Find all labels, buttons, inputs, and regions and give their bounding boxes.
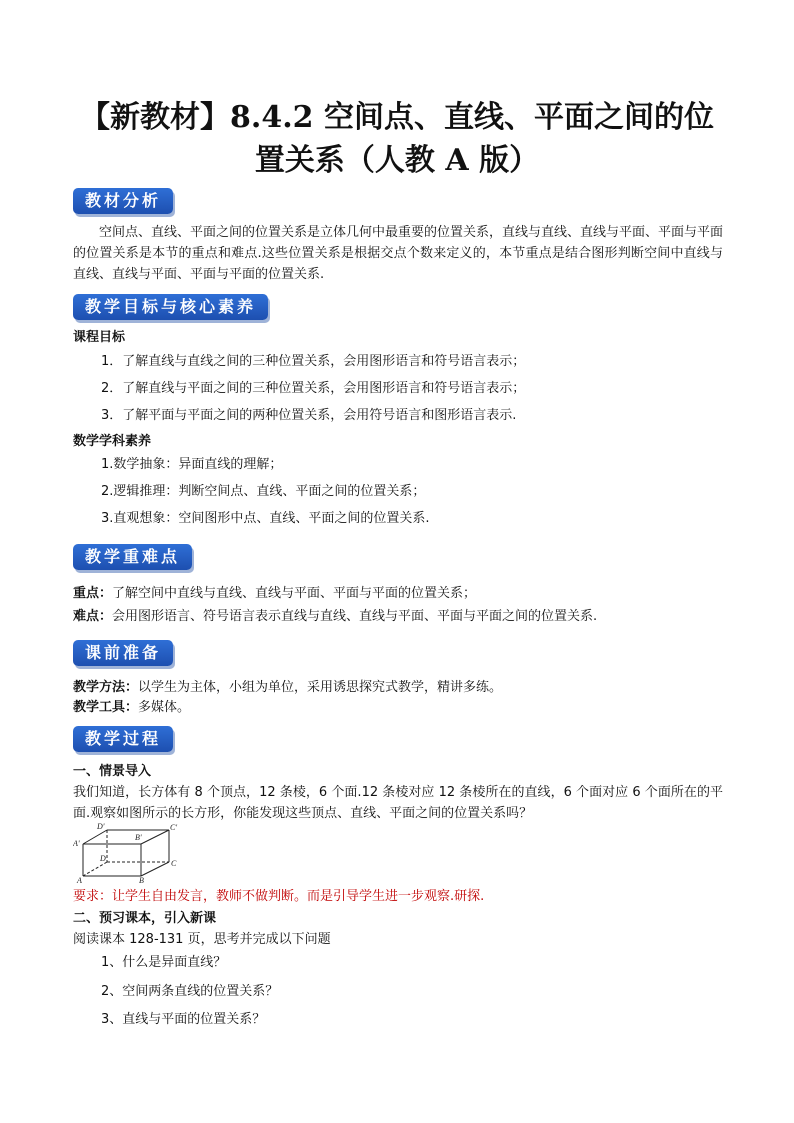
literacy-label: 数学学科素养: [73, 434, 152, 449]
figure-label: B': [135, 833, 142, 842]
part1-paragraph: 我们知道，长方体有 8 个顶点，12 条棱，6 个面.12 条棱对应 12 条棱所在的直线，6 个面对应 6 个面所在的平面.观察如图所示的长方形，你能发现这些顶点、直线、平面之间的位置关系吗？: [73, 785, 723, 821]
section-heading-key-points: 教学重难点: [73, 544, 192, 570]
cuboid-figure: [73, 822, 185, 884]
method-text: 以学生为主体，小组为单位，采用诱思探究式教学，精讲多练。: [138, 680, 503, 695]
section-heading-process: 教学过程: [73, 726, 173, 752]
question-item: 2、空间两条直线的位置关系？: [101, 984, 279, 999]
key-text: 了解空间中直线与直线、直线与平面、平面与平面的位置关系；: [112, 586, 477, 601]
tools-text: 多媒体。: [138, 700, 191, 715]
key-label: 重点：: [73, 586, 113, 601]
question-item: 3、直线与平面的位置关系？: [101, 1012, 266, 1027]
figure-label: C': [170, 823, 178, 832]
figure-label: B: [139, 876, 144, 884]
literacy-item: 2.逻辑推理：判断空间点、直线、平面之间的位置关系；: [101, 484, 426, 499]
figure-label: A': [73, 839, 80, 848]
figure-label: C: [171, 859, 177, 868]
course-goal-item: 2．了解直线与平面之间的三种位置关系，会用图形语言和符号语言表示；: [101, 381, 526, 396]
method-label: 教学方法：: [73, 680, 139, 695]
requirement-note: 要求：让学生自由发言，教师不做判断。而是引导学生进一步观察.研探.: [73, 889, 485, 904]
figure-label: A: [77, 876, 82, 884]
section-heading-preparation: 课前准备: [73, 640, 173, 666]
page-title-line-2: 置关系（人教 A 版）: [254, 143, 540, 178]
part1-title: 一、情景导入: [73, 764, 152, 779]
part2-title: 二、预习课本，引入新课: [73, 911, 217, 926]
course-goal-item: 3．了解平面与平面之间的两种位置关系，会用符号语言和图形语言表示.: [101, 408, 517, 423]
figure-label: D: [100, 854, 106, 863]
figure-label: D': [97, 822, 105, 831]
key-point-line: [73, 584, 476, 603]
difficulty-line: [73, 607, 597, 626]
tools-label: 教学工具：: [73, 700, 139, 715]
part2-intro: 阅读课本 128-131 页，思考并完成以下问题: [73, 932, 331, 947]
question-item: 1、什么是异面直线？: [101, 955, 227, 970]
tools-line: [73, 698, 190, 717]
difficulty-text: 会用图形语言、符号语言表示直线与直线、直线与平面、平面与平面之间的位置关系.: [112, 609, 598, 624]
literacy-item: 1.数学抽象：异面直线的理解；: [101, 457, 283, 472]
analysis-paragraph: 空间点、直线、平面之间的位置关系是立体几何中最重要的位置关系，直线与直线、直线与平面、平面与平面的位置关系是本节的重点和难点.这些位置关系是根据交点个数来定义的，本节重点是结合图形判断空间中直线与直线、直线与平面、平面与平面的位置关系.: [73, 225, 724, 282]
course-goals-label: 课程目标: [73, 330, 126, 345]
difficulty-label: 难点：: [73, 609, 113, 624]
page-title-line-1: 【新教材】8.4.2 空间点、直线、平面之间的位: [80, 100, 714, 135]
course-goal-item: 1．了解直线与直线之间的三种位置关系，会用图形语言和符号语言表示；: [101, 354, 526, 369]
section-heading-analysis: 教材分析: [73, 188, 173, 214]
literacy-item: 3.直观想象：空间图形中点、直线、平面之间的位置关系.: [101, 511, 430, 526]
method-line: [73, 678, 502, 697]
section-heading-goals: 教学目标与核心素养: [73, 294, 268, 320]
